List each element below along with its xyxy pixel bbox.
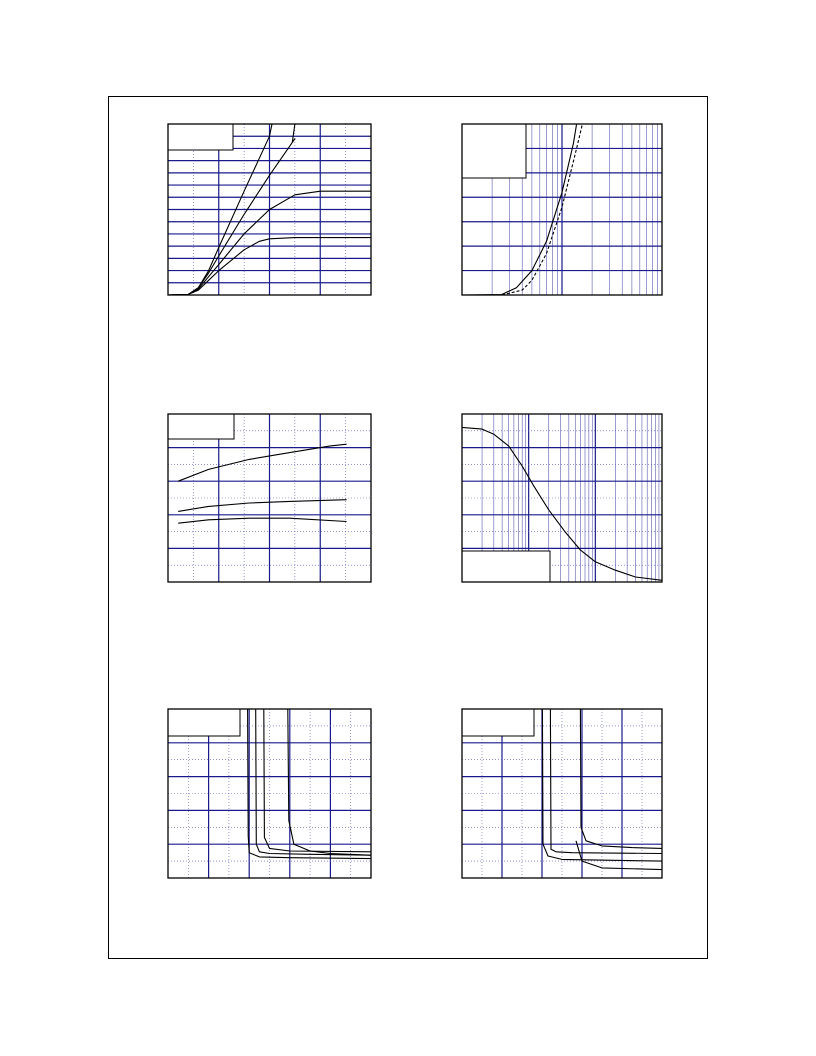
legend-box [168, 709, 240, 736]
legend-box [462, 551, 550, 582]
chart-5 [168, 709, 371, 878]
legend-box [462, 124, 526, 178]
series-1-line [248, 709, 371, 859]
series-2-line [550, 709, 662, 854]
series-2-line [256, 709, 371, 855]
chart-1 [168, 124, 371, 295]
series-1-line [178, 444, 346, 481]
legend-box [168, 414, 234, 439]
series-3-line [264, 709, 371, 852]
series-3-line [178, 518, 346, 523]
chart-2 [462, 124, 662, 295]
chart-3 [168, 414, 371, 582]
legend-box [462, 709, 534, 736]
series-4-line [576, 841, 662, 870]
series-4-line [288, 709, 371, 855]
legend-box [168, 124, 233, 150]
chart-6 [462, 709, 662, 878]
series-2-line [178, 500, 346, 512]
chart-4 [462, 414, 662, 582]
